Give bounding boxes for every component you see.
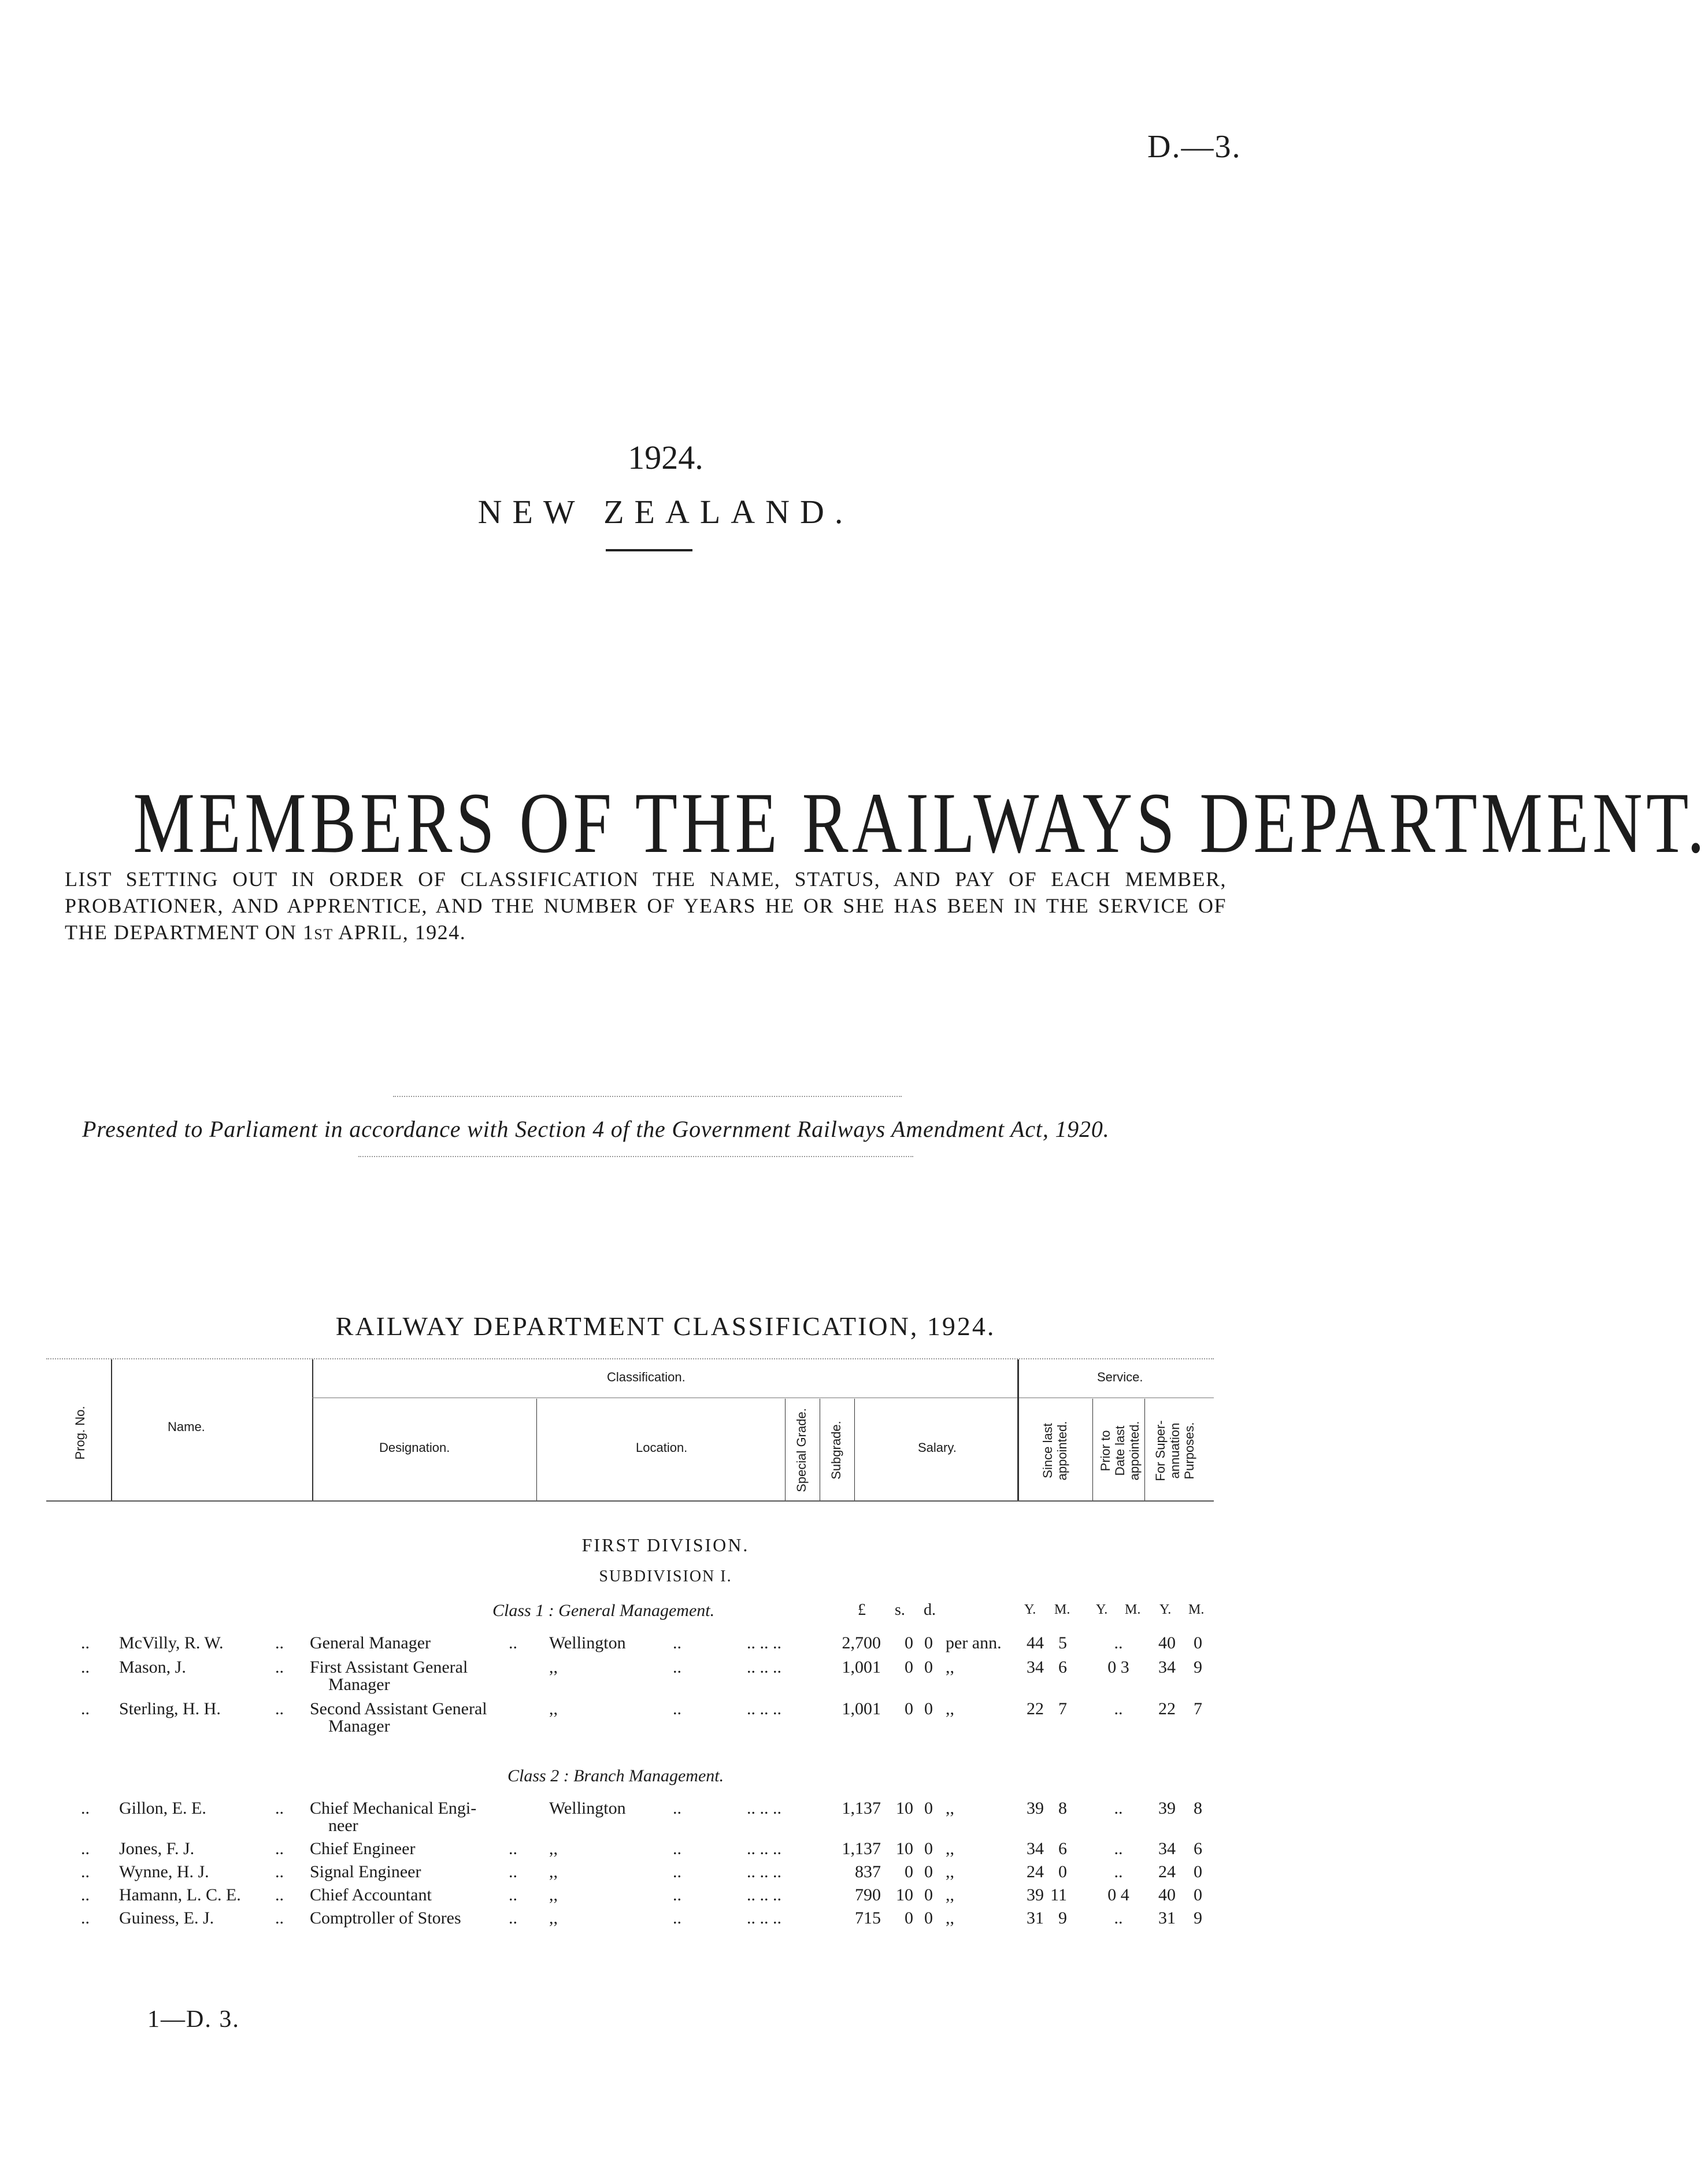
report-year: 1924.	[628, 439, 703, 476]
unit-pounds: £	[858, 1601, 866, 1619]
country-name: NEW ZEALAND.	[477, 493, 854, 531]
unit-m3: M.	[1188, 1602, 1205, 1617]
cell-m1: 9	[1058, 1908, 1067, 1928]
table-row	[0, 1908, 1331, 1932]
cell-y3: 34	[1158, 1658, 1176, 1677]
cell-pence: 0	[924, 1658, 933, 1677]
cell-y3: 22	[1158, 1699, 1176, 1718]
cell-shillings: 10	[896, 1799, 913, 1818]
cell-shillings: 10	[896, 1839, 913, 1858]
division-heading: FIRST DIVISION.	[581, 1535, 750, 1555]
header-prior-to: Prior to Date last appointed.	[1098, 1421, 1142, 1481]
cell-designation-continued: Manager	[328, 1717, 390, 1736]
cell-dots5: .. .. ..	[747, 1885, 781, 1904]
cell-m1: 6	[1058, 1658, 1067, 1677]
cell-designation-continued: Manager	[328, 1675, 390, 1694]
cell-pounds: 715	[855, 1908, 881, 1928]
cell-m1: 8	[1058, 1799, 1067, 1818]
cell-shillings: 0	[905, 1699, 913, 1718]
cell-y1: 22	[1027, 1699, 1044, 1718]
table-row	[0, 1839, 1331, 1862]
cell-dots1: ..	[81, 1885, 90, 1904]
cell-m3: 9	[1194, 1908, 1202, 1928]
cell-m3: 6	[1194, 1839, 1202, 1858]
header-name: Name.	[168, 1420, 205, 1434]
cell-dots4: ..	[673, 1839, 681, 1858]
cell-dots3: ..	[509, 1839, 517, 1858]
cell-per: ,,	[946, 1839, 954, 1858]
cell-y1: 24	[1027, 1862, 1044, 1881]
cell-designation-continued: neer	[328, 1816, 358, 1835]
cell-location: ,,	[549, 1862, 558, 1881]
cell-prior: ..	[1114, 1862, 1123, 1881]
unit-pence: d.	[924, 1601, 936, 1619]
unit-m2: M.	[1125, 1602, 1141, 1617]
header-designation: Designation.	[379, 1440, 450, 1455]
separator-dots-bottom	[358, 1156, 913, 1157]
cell-pence: 0	[924, 1799, 933, 1818]
header-prog-no: Prog. No.	[73, 1406, 87, 1460]
cell-prior: ..	[1114, 1839, 1123, 1858]
cell-location: ,,	[549, 1658, 558, 1677]
cell-dots1: ..	[81, 1908, 90, 1928]
subtitle	[65, 866, 1227, 948]
cell-designation: Chief Mechanical Engi-	[310, 1799, 477, 1818]
cell-m3: 0	[1194, 1633, 1202, 1652]
cell-pounds: 1,001	[842, 1699, 881, 1718]
unit-y2: Y.	[1096, 1602, 1108, 1617]
header-location: Location.	[636, 1440, 688, 1455]
cell-dots1: ..	[81, 1699, 90, 1718]
cell-dots3: ..	[509, 1862, 517, 1881]
unit-y1: Y.	[1024, 1602, 1036, 1617]
cell-designation: Comptroller of Stores	[310, 1908, 461, 1928]
cell-dots1: ..	[81, 1633, 90, 1652]
cell-name: Mason, J.	[119, 1658, 186, 1677]
cell-y3: 40	[1158, 1885, 1176, 1904]
cell-pence: 0	[924, 1839, 933, 1858]
header-top-dots	[46, 1358, 1214, 1359]
unit-y3: Y.	[1159, 1602, 1172, 1617]
cell-dots1: ..	[81, 1658, 90, 1677]
cell-m3: 0	[1194, 1862, 1202, 1881]
cell-location: ,,	[549, 1839, 558, 1858]
cell-m1: 7	[1058, 1699, 1067, 1718]
cell-name: Hamann, L. C. E.	[119, 1885, 241, 1904]
table-row	[0, 1799, 1331, 1835]
header-special-grade: Special Grade.	[794, 1408, 809, 1492]
cell-dots4: ..	[673, 1633, 681, 1652]
cell-dots3: ..	[509, 1908, 517, 1928]
header-subgrade: Subgrade.	[829, 1421, 843, 1480]
cell-dots2: ..	[275, 1699, 284, 1718]
table-row	[0, 1699, 1331, 1736]
cell-prior: 0 3	[1107, 1658, 1129, 1677]
cell-shillings: 0	[905, 1633, 913, 1652]
cell-dots4: ..	[673, 1862, 681, 1881]
cell-designation: General Manager	[310, 1633, 431, 1652]
cell-name: Wynne, H. J.	[119, 1862, 209, 1881]
classification-title: RAILWAY DEPARTMENT CLASSIFICATION, 1924.	[335, 1311, 996, 1341]
cell-pounds: 1,137	[842, 1799, 881, 1818]
cell-y3: 40	[1158, 1633, 1176, 1652]
cell-dots3: ..	[509, 1885, 517, 1904]
cell-location: ,,	[549, 1885, 558, 1904]
cell-pounds: 1,001	[842, 1658, 881, 1677]
cell-m1: 0	[1058, 1862, 1067, 1881]
cell-prior: ..	[1114, 1633, 1123, 1652]
subtitle-ordinal: ST	[314, 926, 334, 943]
subdivision-heading: SUBDIVISION I.	[599, 1567, 732, 1585]
cell-shillings: 10	[896, 1885, 913, 1904]
cell-pounds: 837	[855, 1862, 881, 1881]
cell-pence: 0	[924, 1633, 933, 1652]
unit-shillings: s.	[895, 1601, 905, 1619]
cell-dots1: ..	[81, 1799, 90, 1818]
class2-heading: Class 2 : Branch Management.	[507, 1766, 724, 1785]
cell-y1: 34	[1027, 1839, 1044, 1858]
cell-pence: 0	[924, 1908, 933, 1928]
header-salary: Salary.	[918, 1440, 957, 1455]
cell-pounds: 790	[855, 1885, 881, 1904]
cell-designation: First Assistant General	[310, 1658, 468, 1677]
cell-prior: ..	[1114, 1699, 1123, 1718]
cell-dots5: .. .. ..	[747, 1862, 781, 1881]
cell-per: ,,	[946, 1885, 954, 1904]
cell-m3: 7	[1194, 1699, 1202, 1718]
cell-dots2: ..	[275, 1885, 284, 1904]
col-divider-9	[1144, 1399, 1145, 1500]
cell-pence: 0	[924, 1862, 933, 1881]
cell-y3: 31	[1158, 1908, 1176, 1928]
cell-m1: 5	[1058, 1633, 1067, 1652]
cell-y3: 24	[1158, 1862, 1176, 1881]
cell-m3: 8	[1194, 1799, 1202, 1818]
cell-pence: 0	[924, 1885, 933, 1904]
cell-name: Guiness, E. J.	[119, 1908, 214, 1928]
col-divider-5	[785, 1399, 786, 1500]
subtitle-text: LIST SETTING OUT IN ORDER OF CLASSIFICATION THE NAME, STATUS, AND PAY OF EACH MEMBER, PROBATIONER, AND APPRENTICE, AND THE NUMBER OF YEARS HE OR SHE HAS BEEN IN THE SERVICE OF THE DEPARTMENT ON 1	[65, 868, 1227, 944]
page-reference: D.—3.	[1147, 129, 1242, 165]
col-divider-4	[536, 1399, 537, 1500]
cell-m3: 0	[1194, 1885, 1202, 1904]
cell-dots5: .. .. ..	[747, 1699, 781, 1718]
cell-location: Wellington	[549, 1799, 626, 1818]
cell-m1: 6	[1058, 1839, 1067, 1858]
cell-m3: 9	[1194, 1658, 1202, 1677]
cell-dots2: ..	[275, 1633, 284, 1652]
cell-designation: Chief Accountant	[310, 1885, 432, 1904]
cell-dots3: ..	[509, 1633, 517, 1652]
cell-pence: 0	[924, 1699, 933, 1718]
cell-dots2: ..	[275, 1862, 284, 1881]
separator-dots-top	[393, 1096, 902, 1097]
title-rule	[606, 549, 692, 551]
header-service: Service.	[1097, 1370, 1143, 1384]
cell-dots5: .. .. ..	[747, 1633, 781, 1652]
cell-pounds: 2,700	[842, 1633, 881, 1652]
cell-dots4: ..	[673, 1885, 681, 1904]
cell-dots5: .. .. ..	[747, 1799, 781, 1818]
cell-name: Gillon, E. E.	[119, 1799, 206, 1818]
cell-dots1: ..	[81, 1839, 90, 1858]
cell-dots4: ..	[673, 1908, 681, 1928]
cell-dots5: .. .. ..	[747, 1839, 781, 1858]
subtitle-date: APRIL, 1924.	[333, 921, 466, 944]
col-divider-3	[1017, 1359, 1019, 1500]
cell-dots2: ..	[275, 1839, 284, 1858]
table-row	[0, 1658, 1331, 1694]
cell-y1: 44	[1027, 1633, 1044, 1652]
header-bottom-rule	[46, 1500, 1214, 1502]
cell-y1: 39	[1027, 1885, 1044, 1904]
cell-prior: ..	[1114, 1908, 1123, 1928]
cell-dots4: ..	[673, 1658, 681, 1677]
cell-y3: 39	[1158, 1799, 1176, 1818]
cell-per: per ann.	[946, 1633, 1002, 1652]
cell-dots1: ..	[81, 1862, 90, 1881]
cell-shillings: 0	[905, 1658, 913, 1677]
col-divider-8	[1092, 1399, 1093, 1500]
cell-name: McVilly, R. W.	[119, 1633, 224, 1652]
cell-shillings: 0	[905, 1908, 913, 1928]
cell-designation: Signal Engineer	[310, 1862, 421, 1881]
cell-dots5: .. .. ..	[747, 1658, 781, 1677]
col-divider-1	[111, 1359, 112, 1500]
cell-shillings: 0	[905, 1862, 913, 1881]
cell-location: Wellington	[549, 1633, 626, 1652]
cell-pounds: 1,137	[842, 1839, 881, 1858]
cell-dots4: ..	[673, 1699, 681, 1718]
table-row	[0, 1862, 1331, 1885]
cell-location: ,,	[549, 1908, 558, 1928]
cell-name: Sterling, H. H.	[119, 1699, 221, 1718]
header-for-super: For Super- annuation Purposes.	[1153, 1420, 1196, 1481]
cell-per: ,,	[946, 1908, 954, 1928]
class1-heading: Class 1 : General Management.	[492, 1601, 715, 1620]
cell-prior: 0 4	[1107, 1885, 1129, 1904]
cell-designation: Second Assistant General	[310, 1699, 487, 1718]
cell-per: ,,	[946, 1862, 954, 1881]
cell-y1: 31	[1027, 1908, 1044, 1928]
cell-y1: 39	[1027, 1799, 1044, 1818]
col-divider-2	[312, 1359, 313, 1500]
cell-dots2: ..	[275, 1908, 284, 1928]
header-since-last: Since last appointed.	[1040, 1421, 1069, 1481]
cell-dots2: ..	[275, 1658, 284, 1677]
unit-m1: M.	[1054, 1602, 1070, 1617]
cell-dots5: .. .. ..	[747, 1908, 781, 1928]
col-divider-7	[854, 1399, 855, 1500]
presented-note: Presented to Parliament in accordance with Section 4 of the Government Railways Amendment Act, 1920.	[82, 1116, 1110, 1142]
cell-y3: 34	[1158, 1839, 1176, 1858]
cell-prior: ..	[1114, 1799, 1123, 1818]
cell-designation: Chief Engineer	[310, 1839, 416, 1858]
header-classification: Classification.	[607, 1370, 686, 1384]
cell-location: ,,	[549, 1699, 558, 1718]
cell-per: ,,	[946, 1658, 954, 1677]
table-row	[0, 1885, 1331, 1908]
cell-per: ,,	[946, 1799, 954, 1818]
page-footer: 1—D. 3.	[147, 2006, 240, 2033]
cell-per: ,,	[946, 1699, 954, 1718]
table-row	[0, 1633, 1331, 1656]
cell-y1: 34	[1027, 1658, 1044, 1677]
cell-dots2: ..	[275, 1799, 284, 1818]
cell-m1: 11	[1050, 1885, 1067, 1904]
cell-name: Jones, F. J.	[119, 1839, 195, 1858]
cell-dots4: ..	[673, 1799, 681, 1818]
main-title: MEMBERS OF THE RAILWAYS DEPARTMENT.	[133, 775, 1708, 871]
